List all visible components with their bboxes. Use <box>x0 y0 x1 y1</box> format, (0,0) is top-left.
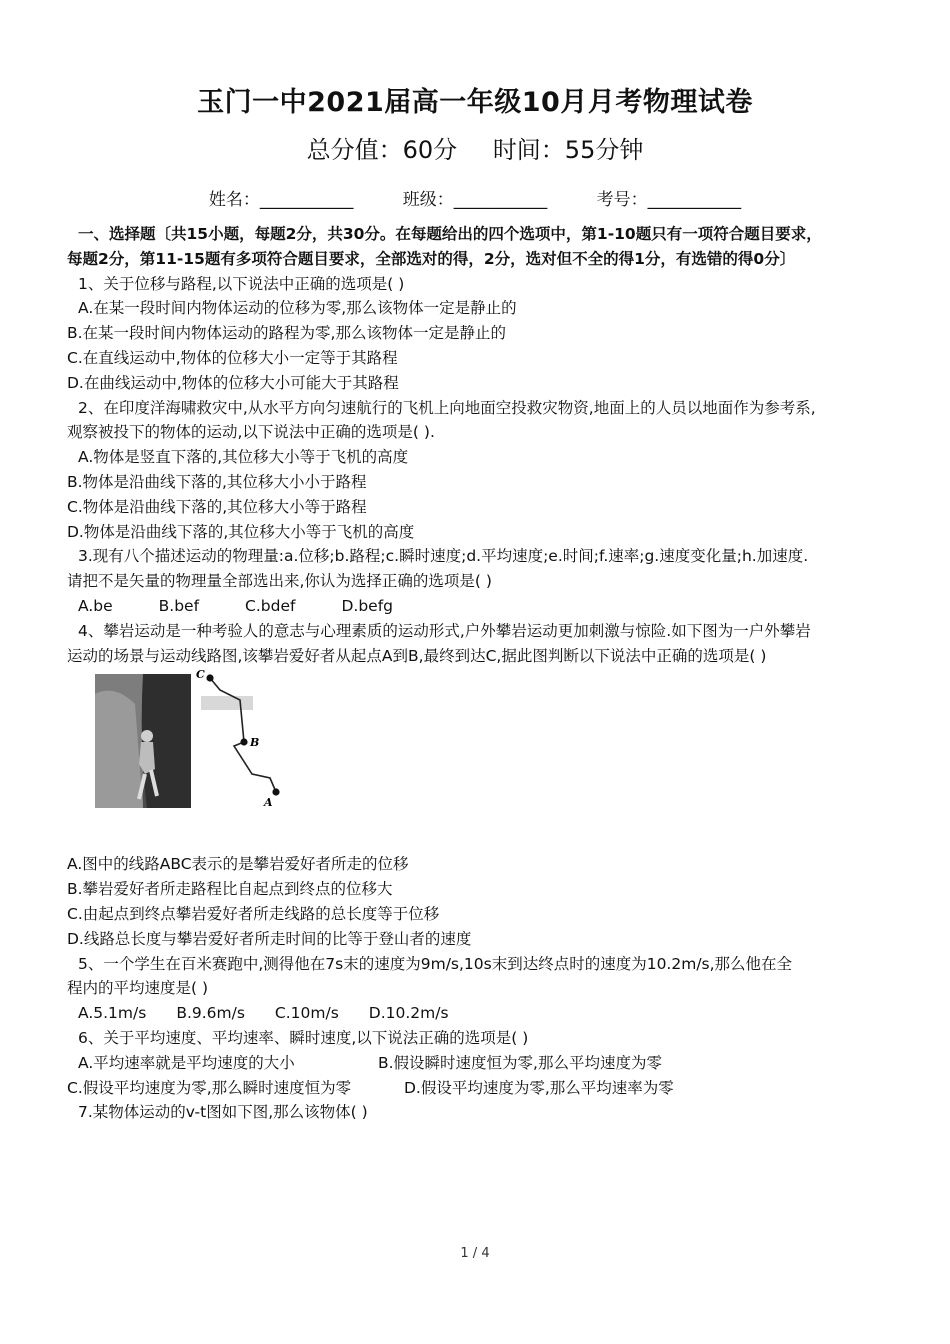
option-1d: D.在曲线运动中,物体的位移大小可能大于其路程 <box>67 373 399 392</box>
option-5d: D.10.2m/s <box>368 1004 449 1023</box>
question-5-cont: 程内的平均速度是( ) <box>67 979 209 998</box>
option-2b: B.物体是沿曲线下落的,其位移大小小于路程 <box>67 472 367 491</box>
total-score: 总分值：60分 <box>306 136 458 164</box>
question-3: 3.现有八个描述运动的物理量:a.位移;b.路程;c.瞬时速度;d.平均速度;e.时间;f.速率;g.速度变化量;h.加速度. <box>78 547 809 566</box>
option-4c: C.由起点到终点攀岩爱好者所走线路的总长度等于位移 <box>67 904 440 923</box>
class-field: 班级：___________ <box>402 190 548 210</box>
option-6b: B.假设瞬时速度恒为零,那么平均速度为零 <box>378 1053 662 1072</box>
option-6a: A.平均速率就是平均速度的大小 <box>78 1053 295 1072</box>
section-intro: 一、选择题〔共15小题，每题2分，共30分。在每题给出的四个选项中，第1-10题只有一项符合题目要求， <box>78 225 822 243</box>
question-2-cont: 观察被投下的物体的运动,以下说法中正确的选项是( ). <box>67 423 435 442</box>
label-b: B <box>250 736 260 750</box>
exam-number-field: 考号：___________ <box>596 190 742 210</box>
option-3b: B.bef <box>158 596 200 615</box>
option-1a: A.在某一段时间内物体运动的位移为零,那么该物体一定是静止的 <box>78 299 517 318</box>
option-5a: A.5.1m/s <box>78 1004 147 1023</box>
question-5: 5、一个学生在百米赛跑中,测得他在7s末的速度为9m/s,10s末到达终点时的速度为10.2m/s,那么他在全 <box>78 954 793 973</box>
question-content <box>67 222 897 1125</box>
option-4b: B.攀岩爱好者所走路程比自起点到终点的位移大 <box>67 880 393 899</box>
option-1b: B.在某一段时间内物体运动的路程为零,那么该物体一定是静止的 <box>67 324 506 343</box>
option-2a: A.物体是竖直下落的,其位移大小等于飞机的高度 <box>78 448 409 467</box>
option-1c: C.在直线运动中,物体的位移大小一定等于其路程 <box>67 348 398 367</box>
point-b <box>240 739 247 746</box>
question-2: 2、在印度洋海啸救灾中,从水平方向匀速航行的飞机上向地面空投救灾物资,地面上的人员以地面作为参考系, <box>78 398 816 417</box>
question-4-cont: 运动的场景与运动线路图,该攀岩爱好者从起点A到B,最终到达C,据此图判断以下说法中正确的选项是( ) <box>67 646 767 665</box>
option-4d: D.线路总长度与攀岩爱好者所走时间的比等于登山者的速度 <box>67 929 472 948</box>
option-3c: C.bdef <box>245 596 296 615</box>
option-2d: D.物体是沿曲线下落的,其位移大小等于飞机的高度 <box>67 522 415 541</box>
option-6d: D.假设平均速度为零,那么平均速率为零 <box>404 1078 674 1097</box>
student-info-row <box>0 185 950 210</box>
option-3a: A.be <box>78 596 113 615</box>
blurred-label <box>201 696 253 710</box>
option-5c: C.10m/s <box>274 1004 339 1023</box>
exam-time: 时间：55分钟 <box>492 136 644 164</box>
label-c: C <box>196 670 205 682</box>
options-5 <box>67 1001 897 1026</box>
option-4a: A.图中的线路ABC表示的是攀岩爱好者所走的位移 <box>67 855 409 874</box>
climbing-figure <box>92 670 332 850</box>
options-6-row1 <box>67 1051 897 1076</box>
options-3 <box>67 594 897 619</box>
exam-title: 玉门一中2021届高一年级10月月考物理试卷 <box>197 87 753 118</box>
question-4: 4、攀岩运动是一种考验人的意志与心理素质的运动形式,户外攀岩运动更加刺激与惊险.如下图为一户外攀岩 <box>78 621 811 640</box>
question-1: 1、关于位移与路程,以下说法中正确的选项是( ) <box>78 274 405 293</box>
name-field: 姓名：___________ <box>208 190 354 210</box>
option-2c: C.物体是沿曲线下落的,其位移大小等于路程 <box>67 497 367 516</box>
question-7: 7.某物体运动的v-t图如下图,那么该物体( ) <box>78 1103 368 1122</box>
option-6c: C.假设平均速度为零,那么瞬时速度恒为零 <box>67 1078 352 1097</box>
option-3d: D.befg <box>341 596 394 615</box>
section-intro-cont: 每题2分，第11-15题有多项符合题目要求，全部选对的得，2分，选对但不全的得1分，有选错的得0分〕 <box>67 249 796 268</box>
point-a <box>272 789 279 796</box>
page-number: 1 / 4 <box>460 1246 490 1261</box>
options-6-row2 <box>67 1076 897 1101</box>
option-5b: B.9.6m/s <box>176 1004 245 1023</box>
exam-meta <box>0 130 950 165</box>
point-c <box>206 675 213 682</box>
question-3-cont: 请把不是矢量的物理量全部选出来,你认为选择正确的选项是( ) <box>67 572 492 591</box>
question-6: 6、关于平均速度、平均速率、瞬时速度,以下说法正确的选项是( ) <box>78 1028 529 1047</box>
label-a: A <box>264 796 273 810</box>
